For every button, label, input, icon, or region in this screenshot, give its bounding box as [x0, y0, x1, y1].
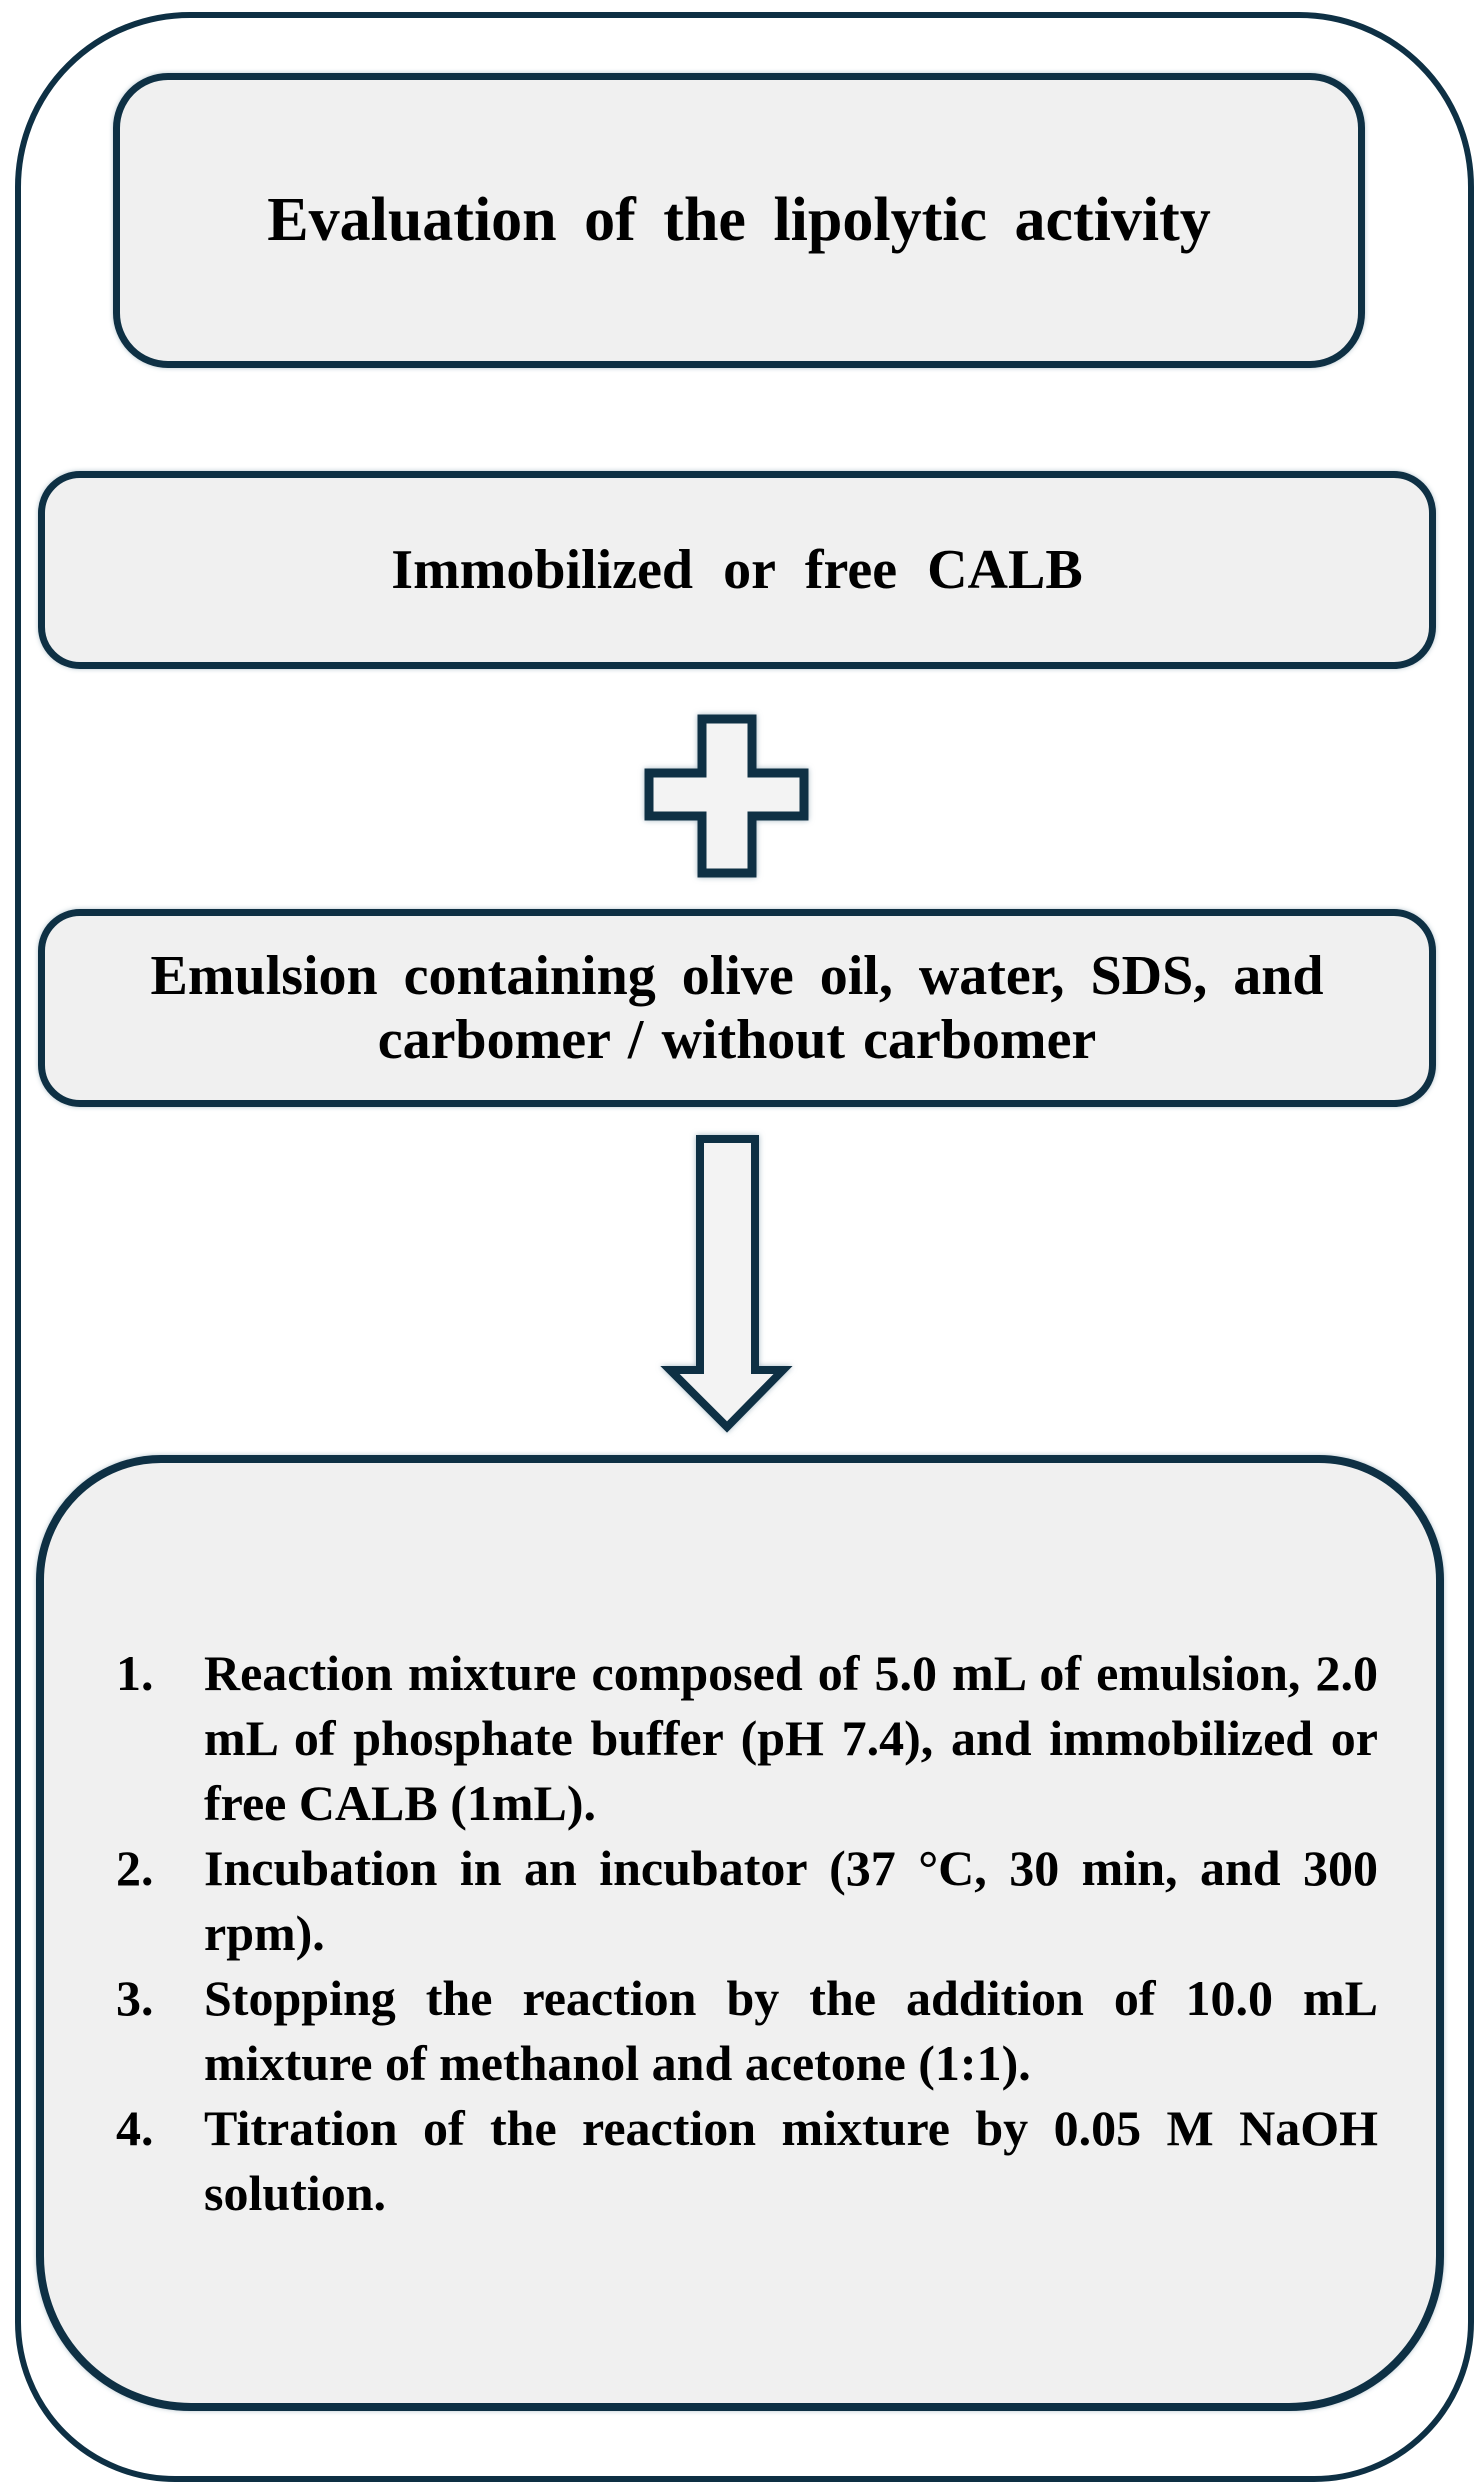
figure-title: Evaluation of the lipolytic activity: [267, 186, 1211, 255]
step-item: [116, 2096, 1378, 2226]
plus-icon: [644, 712, 812, 880]
step-text: Titration of the reaction mixture by 0.05 M NaOH solution.: [204, 2099, 1378, 2221]
step-item: [116, 1836, 1378, 1966]
step-number: 3.: [116, 1969, 154, 2026]
procedure-box: [36, 1455, 1444, 2411]
title-box: [113, 73, 1365, 368]
step-item: [116, 1641, 1378, 1836]
step-number: 4.: [116, 2099, 154, 2156]
step-text: Reaction mixture composed of 5.0 mL of emulsion, 2.0 mL of phosphate buffer (pH 7.4), and immobilized or free CALB (1mL).: [204, 1644, 1378, 1831]
step-number: 1.: [116, 1644, 154, 1701]
emulsion-label-line1: Emulsion containing olive oil, water, SDS, and: [150, 945, 1324, 1007]
emulsion-box: [38, 909, 1436, 1107]
calb-box: [38, 471, 1436, 669]
calb-label: Immobilized or free CALB: [391, 539, 1083, 601]
emulsion-label-line2: carbomer / without carbomer: [377, 1009, 1097, 1071]
step-text: Stopping the reaction by the addition of 10.0 mL mixture of methanol and acetone (1:1).: [204, 1969, 1378, 2091]
step-number: 2.: [116, 1839, 154, 1896]
down-arrow-icon: [660, 1130, 795, 1436]
step-text: Incubation in an incubator (37 °C, 30 min, and 300 rpm).: [204, 1839, 1378, 1961]
step-item: [116, 1966, 1378, 2096]
